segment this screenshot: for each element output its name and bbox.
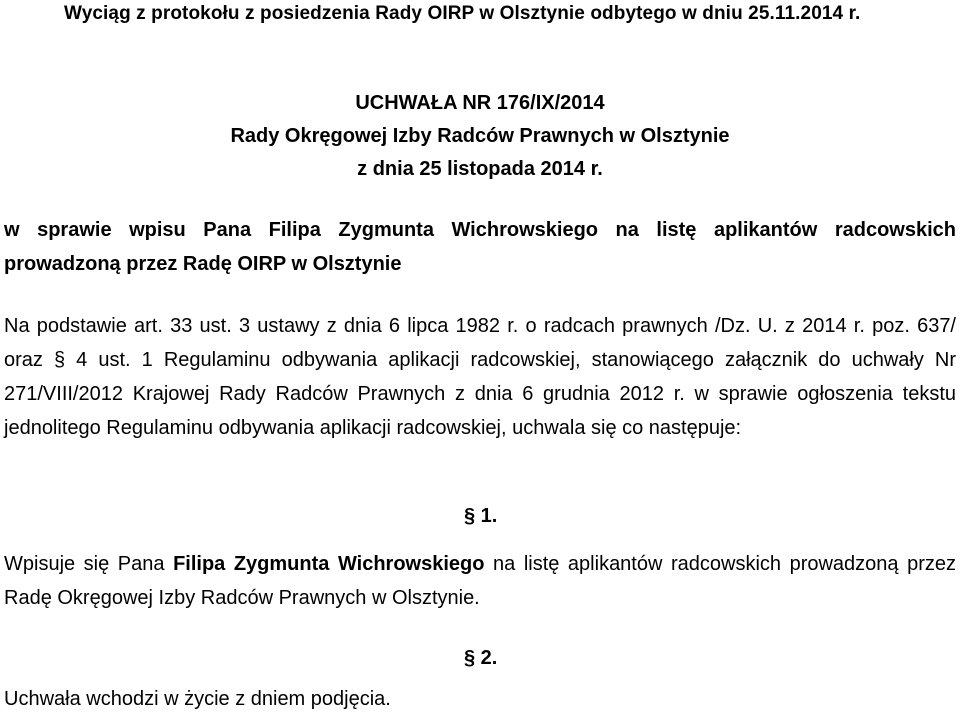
section-1-paragraph bbox=[4, 547, 956, 615]
resolution-number: UCHWAŁA NR 176/IX/2014 bbox=[355, 92, 605, 114]
resolution-subject: w sprawie wpisu Pana Filipa Zygmunta Wichrowskiego na listę aplikantów radcowskich prowadzoną przez Radę OIRP w Olsztynie bbox=[4, 219, 956, 275]
applicant-name: Filipa Zygmunta Wichrowskiego bbox=[173, 553, 485, 575]
protocol-header: Wyciąg z protokołu z posiedzenia Rady OIRP w Olsztynie odbytego w dniu 25.11.2014 r. bbox=[64, 3, 861, 24]
section-2-mark: § 2. bbox=[464, 647, 498, 669]
section-1-text-before: Wpisuje się Pana bbox=[4, 553, 174, 575]
section-2-paragraph: Uchwała wchodzi w życie z dniem podjęcia. bbox=[4, 688, 391, 710]
section-1-text-after: na listę aplikantów radcowskich prowadzoną przez Radę Okręgowej Izby Radców Prawnych w Olsztynie. bbox=[4, 553, 956, 609]
resolution-issuer: Rady Okręgowej Izby Radców Prawnych w Olsztynie bbox=[230, 125, 730, 147]
resolution-date: z dnia 25 listopada 2014 r. bbox=[357, 158, 603, 180]
legal-basis-paragraph: Na podstawie art. 33 ust. 3 ustawy z dnia 6 lipca 1982 r. o radcach prawnych /Dz. U. z 2014 r. poz. 637/ oraz § 4 ust. 1 Regulaminu odbywania aplikacji radcowskiej, stanowiącego załącznik do uchwały Nr 271/VIII/2012 Krajowej Rady Radców Prawnych z dnia 6 grudnia 2012 r. w sprawie ogłoszenia tekstu jednolitego Regulaminu odbywania aplikacji radcowskiej, uchwala się co następuje: bbox=[4, 315, 956, 439]
section-1-mark: § 1. bbox=[464, 505, 498, 527]
